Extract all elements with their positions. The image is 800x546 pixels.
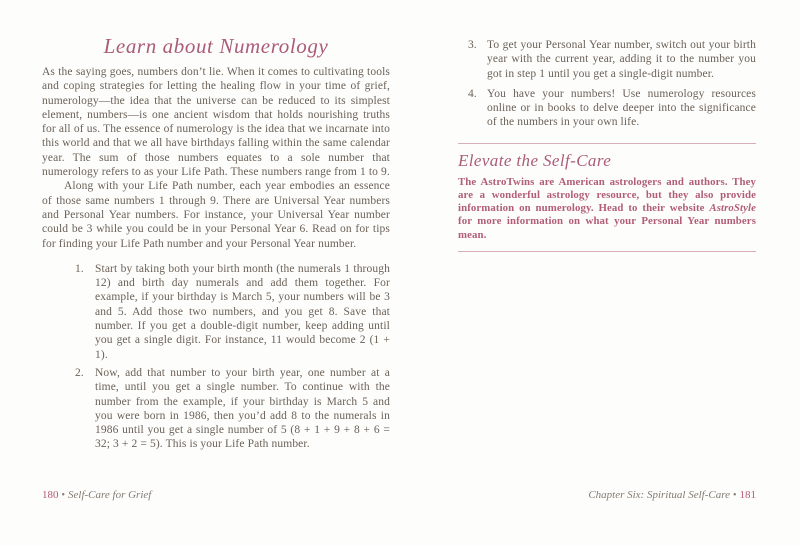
- list-item-number: 4.: [468, 87, 477, 100]
- right-page: [458, 38, 756, 252]
- list-item-text: Now, add that number to your birth year, one number at a time, until you get a single number. To continue with the number from the example, if your birthday is March 5 and you were born in 1986, then you’d add 8 to the numerals in 1986 until you get a single number of 5 (8 + 1 + 9 + 8 + 6 = 32; 3 + 2 = 5). This is your Life Path number.: [95, 366, 390, 451]
- book-title: Self-Care for Grief: [68, 489, 152, 501]
- callout-box: [458, 143, 756, 252]
- website-name: AstroStyle: [709, 202, 756, 215]
- list-item-text: You have your numbers! Use numerology resources online or in books to delve deeper into the significance of the numbers in your own life.: [487, 87, 756, 129]
- list-item-step-3: [458, 38, 756, 81]
- footer-separator: •: [61, 490, 66, 501]
- left-page-footer: [42, 489, 151, 502]
- callout-body-text: The AstroTwins are American astrologers and authors. They are a wonderful astrology resource, but they also provide information on numerology. Head to their website: [458, 175, 756, 215]
- intro-paragraph: As the saying goes, numbers don’t lie. When it comes to cultivating tools and coping strategies for letting the healing flow in your time of grief, numerology—the idea that the universe can be reduced to its simplest element, numbers—is one ancient wisdom that holds nourishing truths for all of us. The essence of numerology is the idea that we incarnate into this world and that we all have birthdays falling within the same calendar year. The sum of those numbers equates to a sole number that numerology refers to as your Life Path. These numbers range from 1 to 9.: [42, 66, 390, 179]
- numbered-steps-list-continued: [458, 38, 756, 130]
- list-item-step-2: [42, 366, 390, 452]
- right-page-footer: [588, 489, 756, 502]
- section-title: Learn about Numerology: [103, 34, 329, 58]
- list-item-number: 2.: [75, 366, 84, 379]
- chapter-title: Chapter Six: Spiritual Self-Care: [588, 489, 730, 501]
- list-item-number: 3.: [468, 39, 477, 51]
- page-number: 181: [739, 489, 756, 501]
- page-number: 180: [42, 489, 59, 501]
- left-page: [42, 33, 390, 456]
- list-item-number: 1.: [75, 262, 84, 275]
- list-item-step-4: [458, 87, 756, 130]
- callout-body: [458, 176, 756, 242]
- callout-heading: Elevate the Self-Care: [458, 150, 612, 170]
- callout-body-text: for more information on what your Personal Year numbers mean.: [458, 215, 756, 241]
- list-item-step-1: [42, 262, 390, 362]
- list-item-text: To get your Personal Year number, switch out your birth year with the current year, adding it to the number you got in step 1 until you get a single-digit number.: [487, 39, 756, 80]
- numbered-steps-list: [42, 262, 390, 452]
- list-item-text: Start by taking both your birth month (the numerals 1 through 12) and birth day numerals and add them together. For example, if your birthday is March 5, your numbers will be 3 and 5. Add those two numbers, and you get 8. Save that number. If you get a double-digit number, keep adding until you get a single digit. For instance, 11 would become 2 (1 + 1).: [95, 262, 390, 361]
- second-paragraph: Along with your Life Path number, each year embodies an essence of those same numbers 1 through 9. There are Universal Year numbers and Personal Year numbers. For instance, your Universal Year number could be 3 while you could be in your Personal Year 6. Read on for tips for finding your Life Path number and your Personal Year number.: [42, 180, 390, 250]
- footer-separator: •: [732, 490, 737, 501]
